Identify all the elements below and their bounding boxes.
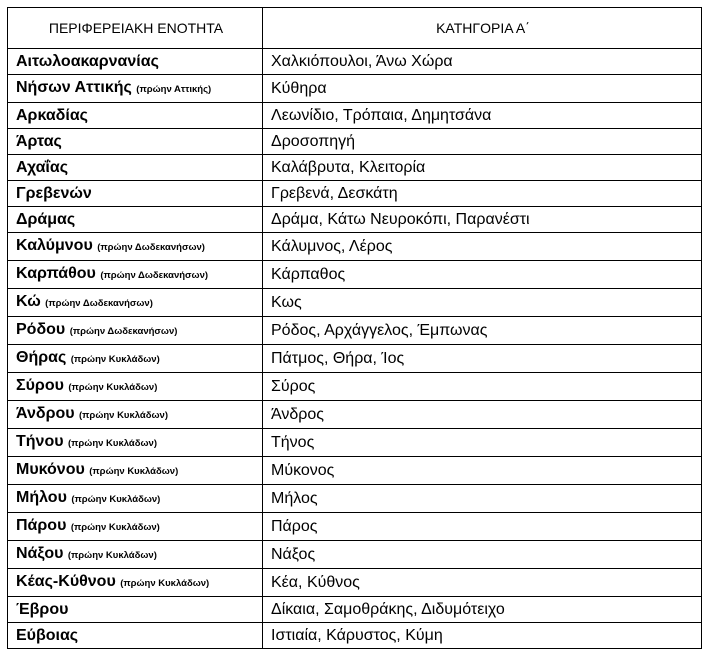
region-cell (8, 155, 263, 181)
regions-table (7, 7, 702, 649)
region-cell (8, 317, 263, 345)
table-row (8, 261, 702, 289)
region-cell (8, 597, 263, 623)
table-row (8, 457, 702, 485)
header-row (8, 8, 702, 49)
category-cell: Δροσοπηγή (263, 129, 702, 155)
region-cell (8, 49, 263, 75)
table-row (8, 317, 702, 345)
table-row (8, 485, 702, 513)
region-cell (8, 457, 263, 485)
region-cell (8, 181, 263, 207)
region-cell (8, 289, 263, 317)
region-name: Μυκόνου (16, 461, 85, 478)
category-cell: Τήνος (263, 429, 702, 457)
category-cell: Νάξος (263, 541, 702, 569)
region-cell (8, 541, 263, 569)
region-cell (8, 401, 263, 429)
region-name: Μήλου (16, 489, 67, 506)
table-row (8, 429, 702, 457)
region-note: (πρώην Δωδεκανήσων) (45, 298, 153, 309)
region-note: (πρώην Κυκλάδων) (79, 410, 168, 421)
region-cell (8, 429, 263, 457)
region-note: (πρώην Δωδεκανήσων) (97, 242, 205, 253)
region-name: Πάρου (16, 517, 67, 534)
table-row (8, 345, 702, 373)
category-cell: Κάρπαθος (263, 261, 702, 289)
region-name: Κώ (16, 293, 41, 310)
region-cell (8, 233, 263, 261)
region-name: Καρπάθου (16, 265, 96, 282)
region-name: Τήνου (16, 433, 64, 450)
table-row (8, 513, 702, 541)
region-name: Νάξου (16, 545, 64, 562)
category-cell: Καλάβρυτα, Κλειτορία (263, 155, 702, 181)
category-cell: Μήλος (263, 485, 702, 513)
category-cell: Κύθηρα (263, 75, 702, 103)
table-header (8, 8, 702, 49)
category-cell: Κάλυμνος, Λέρος (263, 233, 702, 261)
region-note: (πρώην Κυκλάδων) (68, 382, 158, 393)
table-row (8, 597, 702, 623)
region-note: (πρώην Δωδεκανήσων) (100, 270, 209, 281)
category-cell: Λεωνίδιο, Τρόπαια, Δημητσάνα (263, 103, 702, 129)
category-cell: Κως (263, 289, 702, 317)
header-region: ΠΕΡΙΦΕΡΕΙΑΚΗ ΕΝΟΤΗΤΑ (8, 8, 263, 49)
region-name: Σύρου (16, 377, 64, 394)
table-row (8, 373, 702, 401)
table-row (8, 155, 702, 181)
region-note: (πρώην Κυκλάδων) (67, 438, 157, 449)
category-cell: Σύρος (263, 373, 702, 401)
region-cell (8, 569, 263, 597)
region-cell (8, 207, 263, 233)
region-name: Άρτας (16, 133, 62, 150)
table-row (8, 289, 702, 317)
region-cell (8, 485, 263, 513)
region-name: Καλύμνου (16, 237, 93, 254)
region-cell (8, 129, 263, 155)
category-cell: Πάτμος, Θήρα, Ίος (263, 345, 702, 373)
table-row (8, 207, 702, 233)
region-note: (πρώην Κυκλάδων) (89, 466, 179, 477)
category-cell: Κέα, Κύθνος (263, 569, 702, 597)
region-cell (8, 75, 263, 103)
region-name: Έβρου (16, 601, 69, 618)
region-name: Κέας-Κύθνου (16, 573, 116, 590)
region-note: (πρώην Κυκλάδων) (70, 354, 160, 365)
region-cell (8, 345, 263, 373)
category-cell: Ρόδος, Αρχάγγελος, Έμπωνας (263, 317, 702, 345)
region-name: Δράμας (16, 211, 76, 228)
region-note: (πρώην Κυκλάδων) (67, 550, 157, 561)
region-name: Αρκαδίας (16, 107, 88, 124)
table-row (8, 541, 702, 569)
region-note: (πρώην Αττικής) (136, 84, 212, 95)
region-name: Γρεβενών (16, 185, 92, 202)
category-cell: Ιστιαία, Κάρυστος, Κύμη (263, 623, 702, 649)
region-cell (8, 513, 263, 541)
table-row (8, 103, 702, 129)
category-cell: Πάρος (263, 513, 702, 541)
region-name: Εύβοιας (16, 627, 79, 644)
region-cell (8, 103, 263, 129)
region-cell (8, 261, 263, 289)
header-category: ΚΑΤΗΓΟΡΙΑ Α΄ (263, 8, 702, 49)
region-name: Αχαΐας (16, 159, 69, 176)
table-row (8, 233, 702, 261)
region-note: (πρώην Κυκλάδων) (70, 522, 160, 533)
region-note: (πρώην Δωδεκανήσων) (69, 326, 178, 337)
region-name: Αιτωλοακαρνανίας (16, 53, 159, 70)
category-cell: Δίκαια, Σαμοθράκης, Διδυμότειχο (263, 597, 702, 623)
region-name: Θήρας (16, 349, 67, 366)
table-row (8, 569, 702, 597)
table-row (8, 75, 702, 103)
region-name: Νήσων Αττικής (16, 79, 132, 96)
category-cell: Δράμα, Κάτω Νευροκόπι, Παρανέστι (263, 207, 702, 233)
region-cell (8, 373, 263, 401)
category-cell: Άνδρος (263, 401, 702, 429)
category-cell: Μύκονος (263, 457, 702, 485)
table-row (8, 129, 702, 155)
region-name: Ρόδου (16, 321, 66, 338)
table-row (8, 49, 702, 75)
category-cell: Γρεβενά, Δεσκάτη (263, 181, 702, 207)
category-cell: Χαλκιόπουλοι, Άνω Χώρα (263, 49, 702, 75)
region-name: Άνδρου (16, 405, 75, 422)
region-note: (πρώην Κυκλάδων) (71, 494, 161, 505)
table-row (8, 181, 702, 207)
table-row (8, 401, 702, 429)
region-note: (πρώην Κυκλάδων) (120, 578, 210, 589)
table-body (8, 49, 702, 649)
